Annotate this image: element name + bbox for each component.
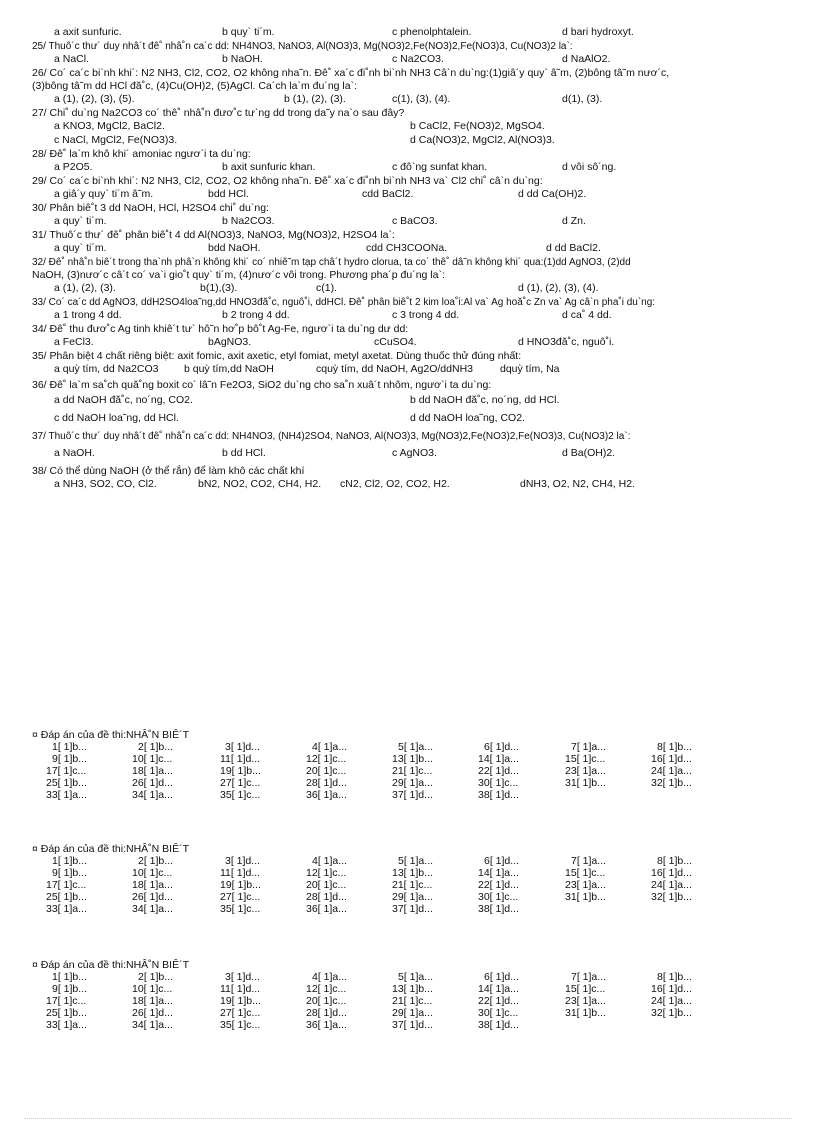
- answer-row: [32, 765, 732, 777]
- answer-cell: 11[ 1]d...: [220, 983, 261, 995]
- answer-key-block-2: [32, 843, 732, 915]
- q27-options-cd: [32, 134, 792, 148]
- answer-cell: 17[ 1]c...: [46, 995, 87, 1007]
- q26-options: [32, 93, 792, 107]
- answer-cell: 12[ 1]c...: [306, 983, 347, 995]
- option-a: a 1 trong 4 dd.: [54, 309, 122, 321]
- q35-stem: 35/ Phân biệt 4 chất riêng biệt: axit fomic, axit axetic, etyl fomiat, metyl axetat. Dùng thuốc thử đúng nhất:: [32, 350, 522, 362]
- answer-row: [32, 753, 732, 765]
- option-a: a NH3, SO2, CO, Cl2.: [54, 478, 157, 490]
- q36-options-ab: [32, 394, 792, 408]
- option-c: cquỳ tím, dd NaOH, Ag2O/ddNH3: [316, 363, 473, 375]
- q26-stem-line1: 26/ Co´ ca´c bi`nh khi´: N2 NH3, Cl2, CO2, O2 không nha˜n. Đê˚ xa´c đi˚nh bi`nh NH3 Câ`n du`ng:(1)giâ´y quy` â˜m, (2)bông tâ˜m nươ´c,: [32, 67, 670, 79]
- answer-row: [32, 777, 732, 789]
- answer-cell: 22[ 1]d...: [478, 765, 519, 777]
- answer-cell: 9[ 1]b...: [52, 753, 88, 765]
- option-a: a NaOH.: [54, 447, 95, 459]
- q31-stem: 31/ Thuô´c thư´ đê˚ phân biê˚t 4 dd Al(NO3)3, NaNO3, Mg(NO3)2, H2SO4 la`:: [32, 229, 395, 241]
- answer-cell: 35[ 1]c...: [220, 789, 261, 801]
- option-d: d dd BaCl2.: [546, 242, 601, 254]
- answer-cell: 5[ 1]a...: [398, 971, 434, 983]
- q28-options: [32, 161, 792, 175]
- answer-cell: 26[ 1]d...: [132, 1007, 173, 1019]
- option-d: d dd Ca(OH)2.: [518, 188, 587, 200]
- option-c: c đô`ng sunfat khan.: [392, 161, 488, 173]
- q26-stem-line2: (3)bông tâ˜m dd HCl đă˚c, (4)Cu(OH)2, (5)AgCl. Ca´ch la`m đu´ng la`:: [32, 80, 358, 92]
- answer-cell: 4[ 1]a...: [312, 741, 348, 753]
- answer-cell: 1[ 1]b...: [52, 971, 88, 983]
- answer-cell: 17[ 1]c...: [46, 765, 87, 777]
- q32-stem-line2: NaOH, (3)nươ´c câ´t co´ va`i gio˚t quy` ti´m, (4)nươ´c vôi trong. Phương pha´p đu´ng la`:: [32, 269, 445, 281]
- answer-cell: 3[ 1]d...: [225, 741, 261, 753]
- option-d: d Ba(OH)2.: [562, 447, 616, 459]
- answer-row: [32, 1019, 732, 1031]
- q30-options: [32, 215, 792, 229]
- answer-cell: 30[ 1]c...: [478, 777, 519, 789]
- answer-row: [32, 789, 732, 801]
- answer-cell: 16[ 1]d...: [651, 753, 692, 765]
- option-d: d Zn.: [562, 215, 586, 227]
- answer-cell: 8[ 1]b...: [657, 971, 693, 983]
- answer-cell: 25[ 1]b...: [46, 777, 87, 789]
- answer-cell: 11[ 1]d...: [220, 867, 261, 879]
- answer-cell: 20[ 1]c...: [306, 765, 347, 777]
- answer-cell: 28[ 1]d...: [306, 1007, 347, 1019]
- option-d: d ca˚ 4 dd.: [562, 309, 612, 321]
- answer-cell: 26[ 1]d...: [132, 891, 173, 903]
- option-b: bN2, NO2, CO2, CH4, H2.: [198, 478, 322, 490]
- answer-cell: 23[ 1]a...: [565, 765, 606, 777]
- option-b: b dd HCl.: [222, 447, 266, 459]
- q29-options: [32, 188, 792, 202]
- q29-stem: 29/ Co´ ca´c bi`nh khi´: N2 NH3, Cl2, CO2, O2 không nha˜n. Đê˚ xa´c đi˚nh bi`nh NH3 va` Cl2 chi˚ câ`n du`ng:: [32, 175, 543, 187]
- answer-cell: 2[ 1]b...: [138, 971, 174, 983]
- answer-cell: 29[ 1]a...: [392, 891, 433, 903]
- option-d: d HNO3đă˚c, nguô˚i.: [518, 336, 615, 348]
- q31-options: [32, 242, 792, 256]
- answer-cell: 33[ 1]a...: [46, 789, 87, 801]
- q36-options-cd: [32, 412, 792, 426]
- answer-cell: 7[ 1]a...: [571, 855, 607, 867]
- option-a: a quỳ tím, dd Na2CO3: [54, 363, 159, 375]
- option-c: c Na2CO3.: [392, 53, 444, 65]
- answer-cell: 20[ 1]c...: [306, 879, 347, 891]
- q34-stem: 34/ Đê˚ thu đươ˚c Ag tinh khiê´t tư` hô˜n hơ˚p bô˚t Ag-Fe, ngươ`i ta du`ng dư dd:: [32, 323, 409, 335]
- q32-stem-line1: 32/ Đê˚ nhâ˚n biê´t trong tha`nh phâ`n không khi´ co´ nhiê˜m tạp châ´t hydro clorua, ta co´ thê˚ dâ˜n không khi´ qua:(1)dd AgNO3, (2)dd: [32, 257, 631, 268]
- answer-cell: 23[ 1]a...: [565, 879, 606, 891]
- answer-cell: 8[ 1]b...: [657, 741, 693, 753]
- q27-stem: 27/ Chi˚ du`ng Na2CO3 co´ thê˚ nhâ˚n đươ˚c tư`ng dd trong da˜y na`o sau đây?: [32, 107, 405, 119]
- option-a: a dd NaOH đă˚c, no´ng, CO2.: [54, 394, 193, 406]
- option-a: a FeCl3.: [54, 336, 94, 348]
- answer-cell: 31[ 1]b...: [565, 891, 606, 903]
- answer-cell: 30[ 1]c...: [478, 1007, 519, 1019]
- option-b: b axit sunfuric khan.: [222, 161, 316, 173]
- exam-page: [32, 26, 792, 492]
- option-c: c NaCl, MgCl2, Fe(NO3)3.: [54, 134, 178, 146]
- q33-options: [32, 309, 792, 323]
- page-bottom-divider: [24, 1118, 792, 1119]
- answer-cell: 29[ 1]a...: [392, 1007, 433, 1019]
- answer-cell: 38[ 1]d...: [478, 1019, 519, 1031]
- answer-cell: 21[ 1]c...: [392, 879, 433, 891]
- answer-row: [32, 1007, 732, 1019]
- answer-cell: 31[ 1]b...: [565, 1007, 606, 1019]
- option-b: b dd NaOH đă˚c, no´ng, dd HCl.: [410, 394, 560, 406]
- answer-row: [32, 983, 732, 995]
- answer-row: [32, 971, 732, 983]
- answer-cell: 34[ 1]a...: [132, 1019, 173, 1031]
- answer-cell: 34[ 1]a...: [132, 903, 173, 915]
- answer-cell: 27[ 1]c...: [220, 891, 261, 903]
- option-c: c 3 trong 4 dd.: [392, 309, 460, 321]
- answer-cell: 8[ 1]b...: [657, 855, 693, 867]
- answer-cell: 32[ 1]b...: [651, 777, 692, 789]
- answer-cell: 13[ 1]b...: [392, 753, 433, 765]
- answer-cell: 38[ 1]d...: [478, 903, 519, 915]
- answer-cell: 7[ 1]a...: [571, 741, 607, 753]
- q36-stem: 36/ Đê˚ la`m sa˚ch quă˚ng boxit co´ lâ˜n Fe2O3, SiO2 du`ng cho sa˚n xuâ´t nhôm, ngươ`i ta du`ng:: [32, 379, 492, 391]
- answer-cell: 32[ 1]b...: [651, 1007, 692, 1019]
- answer-cell: 32[ 1]b...: [651, 891, 692, 903]
- option-b: bdd HCl.: [208, 188, 249, 200]
- answer-cell: 10[ 1]c...: [132, 753, 173, 765]
- answer-cell: 33[ 1]a...: [46, 903, 87, 915]
- answer-cell: 28[ 1]d...: [306, 891, 347, 903]
- answer-cell: 9[ 1]b...: [52, 983, 88, 995]
- answer-cell: 27[ 1]c...: [220, 1007, 261, 1019]
- option-d: d (1), (2), (3), (4).: [518, 282, 599, 294]
- option-a: a quy` ti´m.: [54, 242, 107, 254]
- option-c: cN2, Cl2, O2, CO2, H2.: [340, 478, 450, 490]
- answer-cell: 12[ 1]c...: [306, 753, 347, 765]
- answer-cell: 28[ 1]d...: [306, 777, 347, 789]
- option-b: b NaOH.: [222, 53, 263, 65]
- answer-cell: 19[ 1]b...: [220, 995, 261, 1007]
- answer-cell: 14[ 1]a...: [478, 983, 519, 995]
- answer-row: [32, 855, 732, 867]
- option-c: c(1).: [316, 282, 337, 294]
- q38-stem: 38/ Có thể dùng NaOH (ở thể rắn) để làm khô các chất khí: [32, 465, 305, 477]
- q38-options: [32, 478, 792, 492]
- answer-cell: 35[ 1]c...: [220, 1019, 261, 1031]
- answer-row: [32, 903, 732, 915]
- q24-options: [32, 26, 792, 40]
- answer-cell: 1[ 1]b...: [52, 741, 88, 753]
- answer-cell: 23[ 1]a...: [565, 995, 606, 1007]
- option-a: a axit sunfuric.: [54, 26, 122, 38]
- option-b: b Na2CO3.: [222, 215, 275, 227]
- answer-cell: 20[ 1]c...: [306, 995, 347, 1007]
- answer-cell: 5[ 1]a...: [398, 741, 434, 753]
- answer-cell: 37[ 1]d...: [392, 1019, 433, 1031]
- answer-row: [32, 879, 732, 891]
- answer-cell: 25[ 1]b...: [46, 891, 87, 903]
- option-c: cdd CH3COONa.: [366, 242, 448, 254]
- q34-options: [32, 336, 792, 350]
- answer-cell: 33[ 1]a...: [46, 1019, 87, 1031]
- answer-cell: 24[ 1]a...: [651, 879, 692, 891]
- option-b: bAgNO3.: [208, 336, 252, 348]
- answer-row: [32, 891, 732, 903]
- answer-cell: 18[ 1]a...: [132, 879, 173, 891]
- answer-row: [32, 995, 732, 1007]
- answer-cell: 15[ 1]c...: [565, 753, 606, 765]
- answer-cell: 3[ 1]d...: [225, 971, 261, 983]
- answer-cell: 13[ 1]b...: [392, 983, 433, 995]
- answer-cell: 11[ 1]d...: [220, 753, 261, 765]
- answer-cell: 6[ 1]d...: [484, 971, 520, 983]
- answer-cell: 9[ 1]b...: [52, 867, 88, 879]
- answer-cell: 30[ 1]c...: [478, 891, 519, 903]
- answer-cell: 24[ 1]a...: [651, 765, 692, 777]
- answer-cell: 5[ 1]a...: [398, 855, 434, 867]
- answer-cell: 22[ 1]d...: [478, 879, 519, 891]
- q37-options: [32, 447, 792, 461]
- q32-options: [32, 282, 792, 296]
- option-d: d bari hydroxyt.: [562, 26, 634, 38]
- answer-cell: 25[ 1]b...: [46, 1007, 87, 1019]
- answer-cell: 31[ 1]b...: [565, 777, 606, 789]
- option-d: d(1), (3).: [562, 93, 603, 105]
- option-a: a giâ´y quy` ti´m â˜m.: [54, 188, 154, 200]
- answer-cell: 10[ 1]c...: [132, 983, 173, 995]
- answer-cell: 4[ 1]a...: [312, 855, 348, 867]
- q28-stem: 28/ Đê˚ la`m khô khi´ amoniac ngươ`i ta du`ng:: [32, 148, 251, 160]
- answer-cell: 18[ 1]a...: [132, 765, 173, 777]
- q37-stem: 37/ Thuô´c thư´ duy nhâ´t đê˚ nhâ˚n ca´c dd: NH4NO3, (NH4)2SO4, NaNO3, Al(NO3)3, Mg(NO3)2,Fe(NO3)2,Fe(NO3)3, Cu(NO3)2 la`:: [32, 431, 631, 442]
- option-d: dNH3, O2, N2, CH4, H2.: [520, 478, 635, 490]
- option-a: a P2O5.: [54, 161, 93, 173]
- option-d: d NaAlO2.: [562, 53, 611, 65]
- answer-cell: 2[ 1]b...: [138, 855, 174, 867]
- answer-key-title: ¤ Đáp án của đề thi:NHÂ˚N BIÊ´T: [32, 729, 189, 741]
- answer-cell: 3[ 1]d...: [225, 855, 261, 867]
- q30-stem: 30/ Phân biê˚t 3 dd NaOH, HCl, H2SO4 chi˚ du`ng:: [32, 202, 269, 214]
- answer-cell: 17[ 1]c...: [46, 879, 87, 891]
- option-b: b quy` ti´m.: [222, 26, 275, 38]
- answer-cell: 26[ 1]d...: [132, 777, 173, 789]
- option-b: b quỳ tím,dd NaOH: [184, 363, 274, 375]
- answer-cell: 27[ 1]c...: [220, 777, 261, 789]
- option-c: c BaCO3.: [392, 215, 438, 227]
- option-b: b(1),(3).: [200, 282, 238, 294]
- answer-cell: 21[ 1]c...: [392, 765, 433, 777]
- answer-cell: 13[ 1]b...: [392, 867, 433, 879]
- option-c: c AgNO3.: [392, 447, 437, 459]
- answer-cell: 15[ 1]c...: [565, 983, 606, 995]
- answer-cell: 36[ 1]a...: [306, 1019, 347, 1031]
- option-a: a NaCl.: [54, 53, 90, 65]
- answer-cell: 18[ 1]a...: [132, 995, 173, 1007]
- option-b: bdd NaOH.: [208, 242, 261, 254]
- q25-options: [32, 53, 792, 67]
- answer-row: [32, 741, 732, 753]
- answer-cell: 2[ 1]b...: [138, 741, 174, 753]
- answer-cell: 36[ 1]a...: [306, 903, 347, 915]
- answer-cell: 36[ 1]a...: [306, 789, 347, 801]
- answer-key-title: ¤ Đáp án của đề thi:NHÂ˚N BIÊ´T: [32, 959, 189, 971]
- option-a: a (1), (2), (3).: [54, 282, 116, 294]
- option-c: c phenolphtalein.: [392, 26, 472, 38]
- q33-stem: 33/ Co´ ca´c dd AgNO3, ddH2SO4loa˜ng,dd HNO3đă˚c, nguô˚i, ddHCl. Đê˚ phân biê˚t 2 kim loa˚i:Al va` Ag hoă˚c Zn va` Ag câ`n pha˚i du`ng:: [32, 297, 656, 308]
- option-c: cdd BaCl2.: [362, 188, 414, 200]
- answer-cell: 14[ 1]a...: [478, 753, 519, 765]
- answer-key-title: ¤ Đáp án của đề thi:NHÂ˚N BIÊ´T: [32, 843, 189, 855]
- answer-cell: 6[ 1]d...: [484, 855, 520, 867]
- option-d: d vôi sô´ng.: [562, 161, 617, 173]
- answer-cell: 14[ 1]a...: [478, 867, 519, 879]
- answer-cell: 4[ 1]a...: [312, 971, 348, 983]
- option-a: a KNO3, MgCl2, BaCl2.: [54, 120, 165, 132]
- answer-cell: 12[ 1]c...: [306, 867, 347, 879]
- option-b: b (1), (2), (3).: [284, 93, 346, 105]
- answer-cell: 34[ 1]a...: [132, 789, 173, 801]
- answer-row: [32, 867, 732, 879]
- answer-cell: 22[ 1]d...: [478, 995, 519, 1007]
- answer-cell: 29[ 1]a...: [392, 777, 433, 789]
- q25-stem: 25/ Thuô´c thư´ duy nhâ´t đê˚ nhâ˚n ca´c dd: NH4NO3, NaNO3, Al(NO3)3, Mg(NO3)2,Fe(NO3)2,Fe(NO3)3, Cu(NO3)2 la`:: [32, 41, 573, 52]
- answer-key-block-3: [32, 959, 732, 1031]
- option-a: a (1), (2), (3), (5).: [54, 93, 135, 105]
- answer-key-block-1: [32, 729, 732, 801]
- answer-cell: 37[ 1]d...: [392, 903, 433, 915]
- option-d: d Ca(NO3)2, MgCl2, Al(NO3)3.: [410, 134, 555, 146]
- answer-cell: 38[ 1]d...: [478, 789, 519, 801]
- option-c: cCuSO4.: [374, 336, 417, 348]
- answer-cell: 16[ 1]d...: [651, 867, 692, 879]
- option-c: c(1), (3), (4).: [392, 93, 451, 105]
- answer-cell: 37[ 1]d...: [392, 789, 433, 801]
- answer-cell: 21[ 1]c...: [392, 995, 433, 1007]
- option-d: dquỳ tím, Na: [500, 363, 560, 375]
- answer-cell: 6[ 1]d...: [484, 741, 520, 753]
- option-c: c dd NaOH loa˜ng, dd HCl.: [54, 412, 179, 424]
- option-b: b CaCl2, Fe(NO3)2, MgSO4.: [410, 120, 545, 132]
- answer-cell: 24[ 1]a...: [651, 995, 692, 1007]
- answer-cell: 10[ 1]c...: [132, 867, 173, 879]
- answer-cell: 7[ 1]a...: [571, 971, 607, 983]
- q27-options-ab: [32, 120, 792, 134]
- q35-options: [32, 363, 792, 377]
- answer-cell: 19[ 1]b...: [220, 879, 261, 891]
- answer-cell: 16[ 1]d...: [651, 983, 692, 995]
- option-b: b 2 trong 4 dd.: [222, 309, 290, 321]
- option-a: a quy` ti´m.: [54, 215, 107, 227]
- answer-cell: 15[ 1]c...: [565, 867, 606, 879]
- answer-cell: 19[ 1]b...: [220, 765, 261, 777]
- answer-cell: 1[ 1]b...: [52, 855, 88, 867]
- answer-cell: 35[ 1]c...: [220, 903, 261, 915]
- option-d: d dd NaOH loa˜ng, CO2.: [410, 412, 525, 424]
